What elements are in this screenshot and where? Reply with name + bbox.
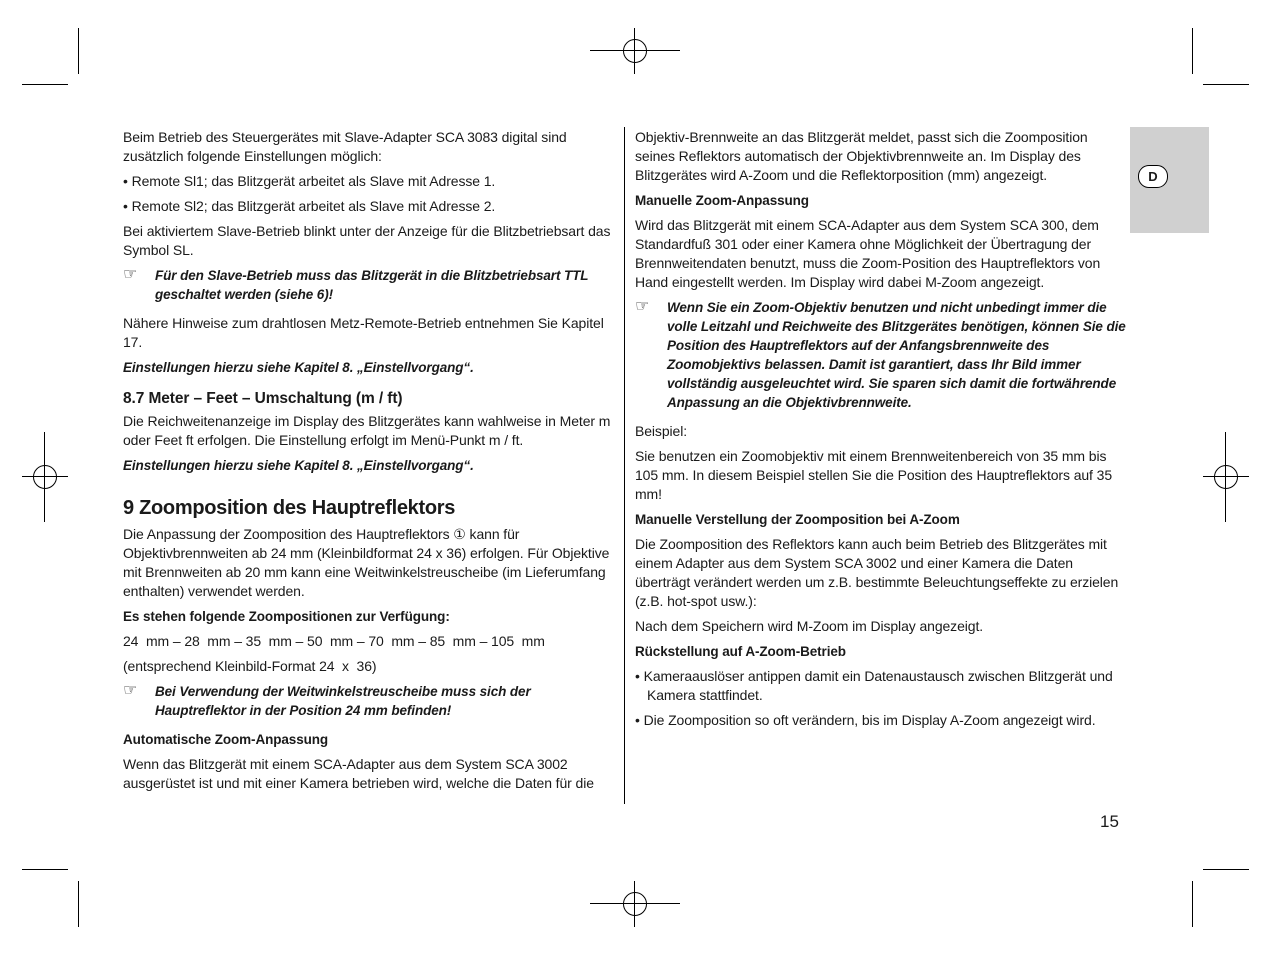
paragraph: Die Anpassung der Zoomposition des Hauptreflektors ① kann für Objektivbrennweiten ab 24 mm (Kleinbildformat 24 x 36) erfolgen. Für Objektive mit Brennweiten ab 20 mm kann eine Weitwinkelstreuscheibe (im Lieferumfang enthalten) verwendet werden. [123, 526, 610, 599]
paragraph: (entsprechend Kleinbild-Format 24 x 36) [123, 658, 377, 674]
registration-mark-left [22, 432, 68, 522]
chapter-reference: Einstellungen hierzu siehe Kapitel 8. „Einstellvorgang“. [123, 458, 474, 473]
note [123, 266, 615, 304]
paragraph: Die Zoomposition des Reflektors kann auch beim Betrieb des Blitzgerätes mit einem Adapter aus dem System SCA 3002 und einer Kamera die Daten überträgt verändert werden um z.B. bestimmte Beleuchtungseffekte zu erzielen (z.B. hot-spot usw.): [635, 536, 1119, 609]
crop-mark [22, 869, 68, 870]
crop-mark [1192, 881, 1193, 927]
registration-mark-right [1203, 432, 1249, 522]
registration-mark-top [590, 28, 680, 74]
note [123, 682, 615, 720]
chapter-reference: Einstellungen hierzu siehe Kapitel 8. „Einstellvorgang“. [123, 360, 474, 375]
paragraph: Sie benutzen ein Zoomobjektiv mit einem Brennweitenbereich von 35 mm bis 105 mm. In diesem Beispiel stellen Sie die Position des Hauptreflektors auf 35 mm! [635, 448, 1113, 502]
zoom-positions: 24 mm – 28 mm – 35 mm – 50 mm – 70 mm – 85 mm – 105 mm [123, 633, 545, 649]
bold-heading: Es stehen folgende Zoompositionen zur Verfügung: [123, 609, 450, 624]
crop-mark [78, 881, 79, 927]
crop-mark [78, 28, 79, 74]
language-badge: D [1138, 165, 1168, 188]
paragraph: Wird das Blitzgerät mit einem SCA-Adapter aus dem System SCA 300, dem Standardfuß 301 oder einer Kamera ohne Möglichkeit der Übertragung der Brennweitendaten benutzt, muss die Zoom-Position des Hauptreflektors von Hand eingestellt werden. Im Display wird dabei M-Zoom angezeigt. [635, 217, 1101, 290]
section-heading: 8.7 Meter – Feet – Umschaltung (m / ft) [123, 390, 403, 407]
paragraph: Nähere Hinweise zum drahtlosen Metz-Remote-Betrieb entnehmen Sie Kapitel 17. [123, 315, 604, 350]
paragraph: Beim Betrieb des Steuergerätes mit Slave-Adapter SCA 3083 digital sind zusätzlich folgende Einstellungen möglich: [123, 129, 567, 164]
right-column [635, 128, 1127, 736]
crop-mark [1203, 84, 1249, 85]
pointing-hand-icon: ☞ [123, 266, 138, 283]
paragraph: Nach dem Speichern wird M-Zoom im Display angezeigt. [635, 618, 984, 634]
paragraph: Wenn das Blitzgerät mit einem SCA-Adapter aus dem System SCA 3002 ausgerüstet ist und mit einer Kamera betrieben wird, welche die Daten für die [123, 756, 594, 791]
crop-mark [1192, 28, 1193, 74]
chapter-heading: 9 Zoomposition des Hauptreflektors [123, 497, 456, 519]
pointing-hand-icon: ☞ [123, 682, 138, 699]
list-item: • Die Zoomposition so oft verändern, bis im Display A-Zoom angezeigt wird. [635, 712, 1096, 728]
paragraph: Bei aktiviertem Slave-Betrieb blinkt unter der Anzeige für die Blitzbetriebsart das Symbol SL. [123, 223, 611, 258]
paragraph: Die Reichweitenanzeige im Display des Blitzgerätes kann wahlweise in Meter m oder Feet ft erfolgen. Die Einstellung erfolgt im Menü-Punkt m / ft. [123, 413, 611, 448]
list-item: • Remote Sl1; das Blitzgerät arbeitet als Slave mit Adresse 1. [123, 173, 496, 189]
column-divider [624, 127, 625, 804]
bold-heading: Manuelle Verstellung der Zoomposition bei A-Zoom [635, 512, 960, 527]
note [635, 298, 1127, 412]
paragraph: Objektiv-Brennweite an das Blitzgerät meldet, passt sich die Zoomposition seines Reflektors automatisch der Objektivbrennweite an. Im Display des Blitzgerätes wird A-Zoom und die Reflektorposition (mm) angezeigt. [635, 129, 1088, 183]
bold-heading: Manuelle Zoom-Anpassung [635, 193, 809, 208]
left-column [123, 128, 615, 799]
page-number: 15 [1100, 812, 1119, 831]
list-item: • Kameraauslöser antippen damit ein Datenaustausch zwischen Blitzgerät und Kamera stattfindet. [635, 668, 1113, 703]
crop-mark [1203, 869, 1249, 870]
registration-mark-bottom [590, 881, 680, 927]
note-text: Für den Slave-Betrieb muss das Blitzgerät in die Blitzbetriebsart TTL geschaltet werden (siehe 6)! [155, 268, 589, 302]
language-tab [1130, 127, 1209, 233]
bold-heading: Rückstellung auf A-Zoom-Betrieb [635, 644, 846, 659]
paragraph: Beispiel: [635, 423, 688, 439]
pointing-hand-icon: ☞ [635, 298, 650, 315]
note-text: Bei Verwendung der Weitwinkelstreuscheibe muss sich der Hauptreflektor in der Position 24 mm befinden! [155, 684, 531, 718]
crop-mark [22, 84, 68, 85]
note-text: Wenn Sie ein Zoom-Objektiv benutzen und nicht unbedingt immer die volle Leitzahl und Reichweite des Blitzgerätes benötigen, können Sie die Position des Hauptreflektors auf der Anfangsbrennweite des Zoomobjektivs belassen. Damit ist garantiert, dass Ihr Bild immer vollständig ausgeleuchtet wird. Sie sparen sich damit die fortwährende Anpassung an die Objektivbrennweite. [667, 300, 1126, 410]
list-item: • Remote Sl2; das Blitzgerät arbeitet als Slave mit Adresse 2. [123, 198, 496, 214]
bold-heading: Automatische Zoom-Anpassung [123, 732, 329, 747]
